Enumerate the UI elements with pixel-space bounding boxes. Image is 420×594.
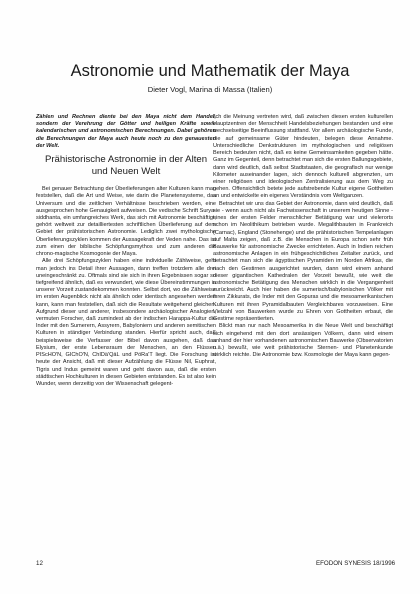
body-paragraph: Alle drei Schöpfungszyklen haben eine individuelle Zählweise, geht man jedoch ins Detail ihrer Aussagen, dann treffen trotzdem alle drei uneingeschränkt zu. Oftmals sind sie sich in ihren Ergebnissen sogar so tiefgreifend ähnlich, daß es verwundert, wie diese Übereinstimmungen in unserer Vorzeit zustandekommen konnten. Selbst dort, wo die Zählweise im ersten Augenblick nicht als ähnlich oder identisch angesehen werden kann, kann man feststellen, daß sich die Resultate weitgehend gleichen. Aufgrund dieser und anderer, insbesondere archäologischer Analogien, vermuten Forscher, daß zumindest ab der indischen Harappa-Kultur die Inder mit den Sumerern, Assyrern, Babyloniern und anderen semitischen Kulturen in ständiger Verbindung standen. Hierfür spricht auch, daß beispielsweise die Verfasser der Bibel davon ausgehen, daß das Elysium, der erste Lebensraum der Menschen, an den Flüssen PIScHO'N, GIChO'N, ChIDä'QäL und PöRa'T liegt. Die Forschung ist heute der Ansicht, daß mit dieser Aufzählung die Flüsse Nil, Euphrat, Tigris und Indus gemeint waren und geht davon aus, daß die ersten städtischen Hochkulturen in diesen Gebieten entstanden. Es ist also kein Wunder, wenn derzeitig von der Wissenschaft gelegent- (36, 258, 216, 387)
body-paragraph: Blickt man nur nach Mesoamerika in die Neue Welt und beschäftigt sich eingehend mit den dort ansässigen Völkern, dann wird einem anhand der hier vorhandenen astronomischen Bauwerke (Observatorien u.ä.) bewußt, wie weit prähistorische Sternen- und Planetenkunde wirklich reichte. Die Astronomie bzw. Kosmologie der Maya kann gegen- (213, 323, 393, 359)
article-abstract: Zählen und Rechnen diente bei den Maya nicht dem Handel, sondern der Verehrung der Götter und heiligen Kräfte sowie kalendarischen und astronomischen Berechnungen. Dabei gehören die Berechnungen der Maya auch heute noch zu den genauesten der Welt. (36, 114, 216, 149)
section-heading: Prähistorische Astronomie in der Alten und Neuen Welt (44, 154, 208, 178)
publication-issue: EFODON SYNESIS 18/1996 (316, 560, 396, 567)
body-paragraph: lich die Meinung vertreten wird, daß zwischen diesen ersten kulturellen Hauptzentren der Menschheit Handelsbeziehungen bestanden und eine wechselseitige Beeinflussung stattfand. Vor allem archäologische Funde, die auf gemeinsame Güter hindeuten, belegen diese Annahme. Unterschiedliche Denkstrukturen im mythologischen und religiösen Bereich bedeuten nicht, daß es keine Gemeinsamkeiten gegeben hätte. Ganz im Gegenteil, denn betrachtet man sich die ersten Ballungsgebiete, dann wird deutlich, daß selbst Stadtstaaten, die geografisch nur wenige Kilometer auseinander lagen, sich dennoch kulturell abgrenzten, um einer religiösen und ideologischen Zentralisierung aus dem Weg zu gehen. Offensichtlich betete jede aufstrebende Kultur eigene Gottheiten an und entwickelte ein eigenes Verständnis vom Weltganzen. (213, 114, 393, 200)
article-authors: Dieter Vogl, Marina di Massa (Italien) (147, 85, 273, 94)
body-paragraph: Betrachtet wir uns das Gebiet der Astronomie, dann wird deutlich, daß sie - wenn auch nicht als Fachwissenschaft in unserem heutigen Sinne - eines der ersten Felder menschlicher Betätigung war und vielerorts schon im Neolithikum betrieben wurde. Megalithbauten in Frankreich (Carnac), England (Stonehenge) und die prähistorischen Tempelanlagen auf Malta zeigen, daß z.B. die Menschen in Europa schon sehr früh Bauwerke für astronomische Zwecke errichteten. Auch in Indien reichen astronomische Anlagen in ein frühgeschichtliches Zeitalter zurück, und betrachtet man sich die ägyptischen Pyramiden im Norden Afrikas, die nach den Gestirnen ausgerichtet wurden, dann wird einem anhand dieser gigantischen Kathedralen der Vorzeit bewußt, wie weit die astronomische Betätigung des Menschen wirklich in die Vergangenheit zurückreicht. Auch hier haben die sumerisch/babylonischen Völker mit ihren Zikkurats, die Inder mit den Gopuras und die mesoamerikanischen Kulturen mit ihren Pyramidalbauten Vergleichbares vorzuweisen. Eine Vielzahl von Bauwerken wurde zu Ehren von Gottheiten erbaut, die Gestirne repräsentierten. (213, 200, 393, 323)
left-column (36, 114, 216, 388)
article-title: Astronomie und Mathematik der Maya (70, 62, 350, 80)
body-paragraph: Bei genauer Betrachtung der Überlieferungen alter Kulturen kann man feststellen, daß die Art und Weise, wie darin die Planetensysteme, das Universum und die zeitlichen Verhältnisse beschrieben werden, eine ausgesprochen hohe Genauigkeit aufweisen. Die vedische Schrift Surya-siddhanta, ein umfangreiches Werk, das sich mit Astronomie beschäftigt, gehört weltweit zur detailliertesten schriftlichen Überlieferung auf dem Gebiet der prähistorischen Astronomie. Lediglich zwei mythologische Überlieferungszyklen kommen der Aussagekraft der Veden nahe. Das ist zum einen der biblische Schöpfungsmythos und zum anderen die chrono-magische Kosmogonie der Maya. (36, 186, 216, 258)
page-number: 12 (36, 560, 43, 567)
right-column (213, 114, 393, 359)
